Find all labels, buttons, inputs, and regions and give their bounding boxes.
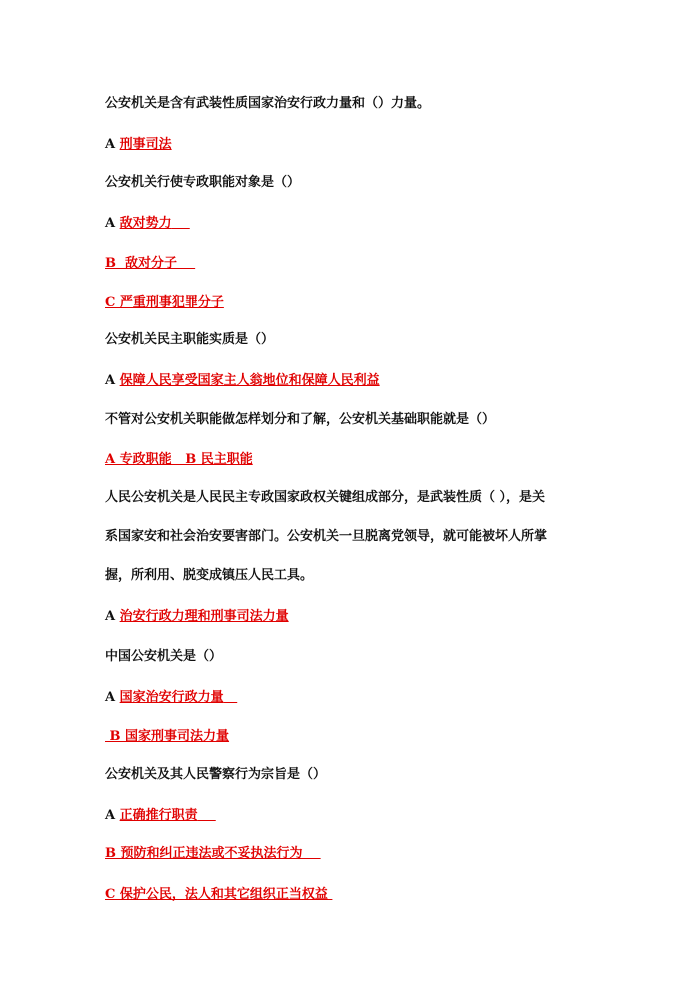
answer-text: B 国家刑事司法力量: [105, 729, 230, 744]
answer-option-letter: A: [105, 609, 120, 624]
answer-line: [105, 373, 380, 389]
answer-text: 治安行政力理和刑事司法力量: [119, 609, 289, 624]
answer-text: B 预防和纠正违法或不妥执法行为: [105, 846, 321, 861]
question-text: [105, 649, 222, 665]
question-text: [105, 332, 274, 348]
answer-line: [105, 729, 229, 745]
answer-text: A 专政职能 B 民主职能: [105, 452, 253, 467]
answer-line: [105, 808, 216, 824]
answer-underline-trail: [198, 808, 216, 823]
question-text-content: 公安机关是含有武装性质国家治安行政力量和（）力量。: [105, 96, 431, 111]
answer-option-letter: A: [105, 373, 120, 388]
answer-option-letter: A: [105, 690, 120, 705]
question-text-content: 不管对公安机关职能做怎样划分和了解，公安机关基础职能就是（）: [105, 412, 496, 427]
answer-line: [105, 295, 224, 311]
question-text: [105, 568, 313, 584]
answer-line: [105, 137, 172, 153]
question-text: [105, 767, 326, 783]
answer-line: [105, 887, 332, 903]
answer-text: B 敌对分子: [105, 256, 196, 271]
question-text-content: 公安机关及其人民警察行为宗旨是（）: [105, 767, 327, 782]
answer-line: [105, 690, 237, 706]
question-text-content: 中国公安机关是（）: [105, 649, 223, 664]
question-text-content: 人民公安机关是人民民主专政国家政权关键组成部分，是武装性质（ ），是关: [105, 490, 546, 505]
question-text: [105, 490, 545, 506]
question-text: [105, 529, 547, 545]
question-text-content: 握，所利用、脱变成镇压人民工具。: [105, 568, 314, 583]
answer-option-letter: A: [105, 216, 120, 231]
question-text: [105, 412, 495, 428]
answer-text: C 保护公民，法人和其它组织正当权益: [105, 887, 333, 902]
answer-underline-trail: [172, 216, 190, 231]
answer-line: [105, 609, 289, 625]
answer-text: C 严重刑事犯罪分子: [105, 295, 224, 310]
answer-text: 保障人民享受国家主人翁地位和保障人民利益: [119, 373, 380, 388]
answer-line: [105, 846, 321, 862]
question-text: [105, 175, 300, 191]
question-text-content: 公安机关民主职能实质是（）: [105, 332, 275, 347]
answer-option-letter: A: [105, 808, 120, 823]
answer-text: 正确推行职责: [119, 808, 198, 823]
question-text: [105, 96, 430, 112]
answer-line: [105, 452, 253, 468]
answer-line: [105, 256, 195, 272]
answer-text: 国家治安行政力量: [119, 690, 224, 705]
question-text-content: 系国家安和社会治安要害部门。公安机关一旦脱离党领导，就可能被坏人所掌: [105, 529, 548, 544]
answer-line: [105, 216, 190, 232]
question-text-content: 公安机关行使专政职能对象是（）: [105, 175, 301, 190]
answer-text: 敌对势力: [119, 216, 172, 231]
answer-option-letter: A: [105, 137, 120, 152]
answer-underline-trail: [224, 690, 238, 705]
answer-text: 刑事司法: [119, 137, 172, 152]
